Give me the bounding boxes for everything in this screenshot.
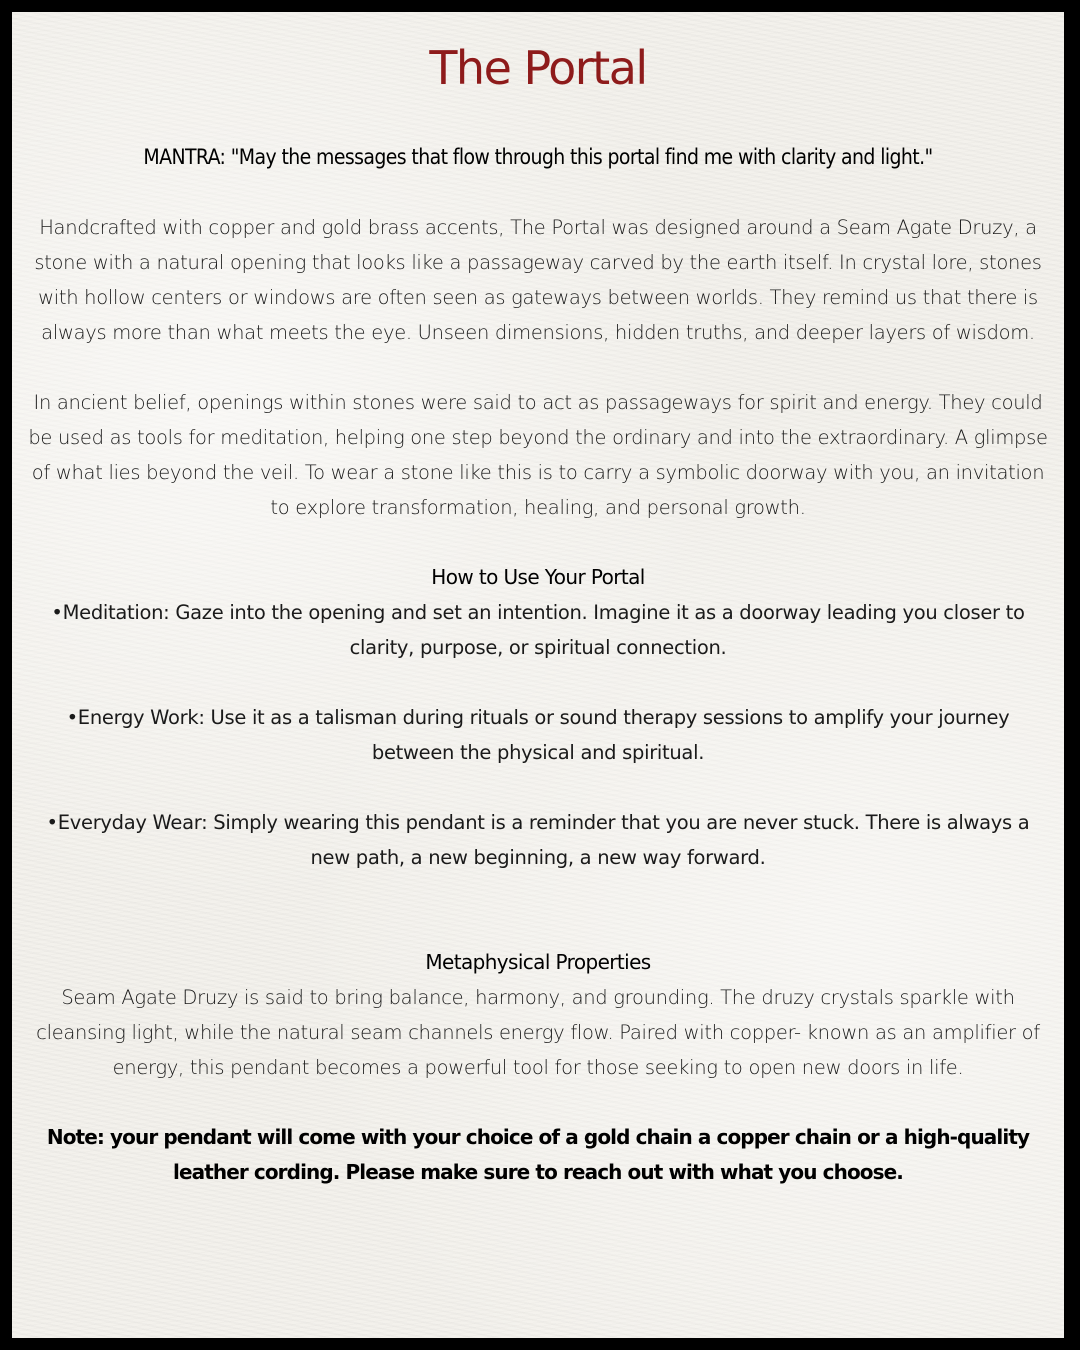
mantra-line: MANTRA: "May the messages that flow through this portal find me with clarity and light." — [143, 145, 933, 169]
metaphysical-heading: Metaphysical Properties — [425, 950, 651, 974]
usage-item-meditation: •Meditation: Gaze into the opening and set an intention. Imagine it as a doorway leading you closer to clarity, purpose, or spiritual connection. — [51, 601, 1025, 659]
chain-note: Note: your pendant will come with your choice of a gold chain a copper chain or a high-quality leather cording. Please make sure to reach out with what you choose. — [46, 1125, 1030, 1184]
how-to-use-heading: How to Use Your Portal — [431, 565, 645, 589]
paper-sheet — [12, 12, 1064, 1338]
metaphysical-text: Seam Agate Druzy is said to bring balance, harmony, and grounding. The druzy crystals sparkle with cleansing light, while the natural seam channels energy flow. Paired with copper- known as an amplifier of energy, this pendant becomes a powerful tool for those seeking to open new doors in life. — [36, 986, 1040, 1079]
usage-item-energy-work: •Energy Work: Use it as a talisman during rituals or sound therapy sessions to amplify your journey between the physical and spiritual. — [66, 706, 1010, 764]
intro-paragraph-1: Handcrafted with copper and gold brass accents, The Portal was designed around a Seam Agate Druzy, a stone with a natural opening that looks like a passageway carved by the earth itself. In crystal lore, stones with hollow centers or windows are often seen as gateways between worlds. They remind us that there is always more than what meets the eye. Unseen dimensions, hidden truths, and deeper layers of wisdom. — [34, 216, 1042, 344]
intro-paragraph-2: In ancient belief, openings within stones were said to act as passageways for spirit and energy. They could be used as tools for meditation, helping one step beyond the ordinary and into the extraordinary. A glimpse of what lies beyond the veil. To wear a stone like this is to carry a symbolic doorway with you, an invitation to explore transformation, healing, and personal growth. — [28, 391, 1048, 519]
page-title: The Portal — [429, 41, 647, 95]
usage-item-everyday-wear: •Everyday Wear: Simply wearing this pendant is a reminder that you are never stuck. There is always a new path, a new beginning, a new way forward. — [46, 811, 1030, 869]
